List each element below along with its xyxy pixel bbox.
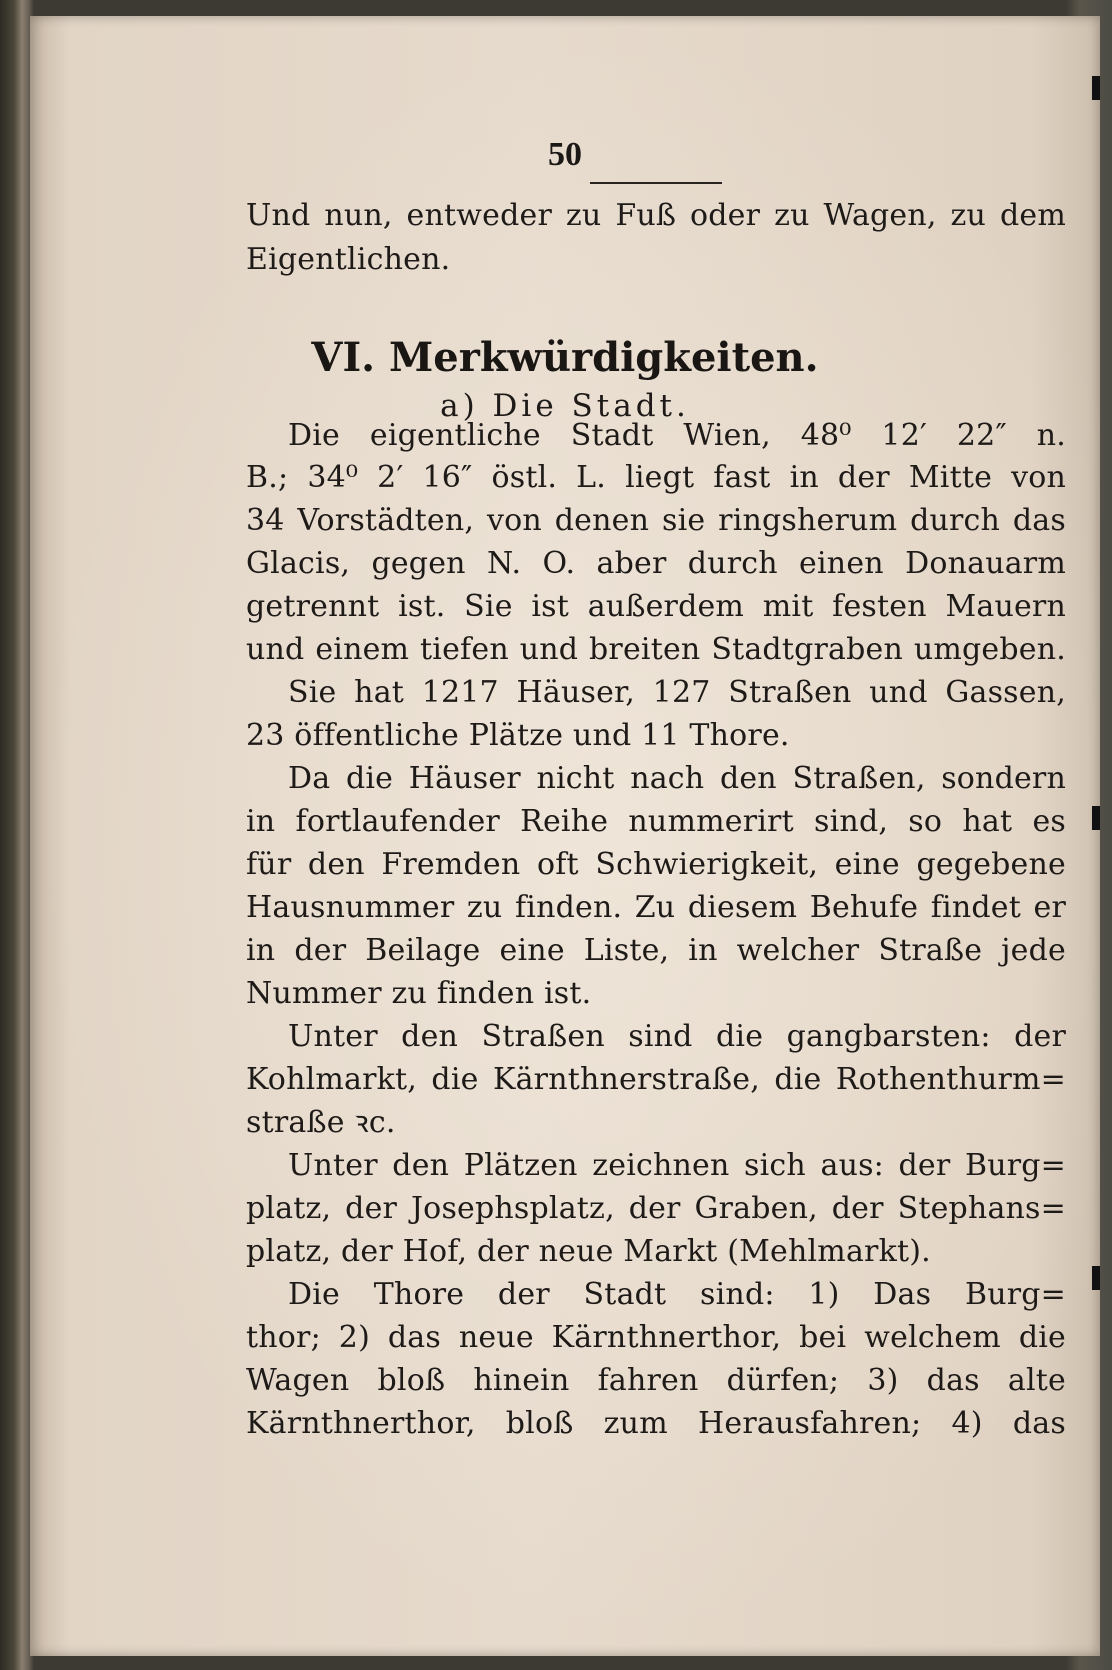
text-line: Kohlmarkt, die Kärnthnerstraße, die Rothenthurm= (246, 1062, 1066, 1097)
book-page (30, 16, 1100, 1656)
binding-mark (1092, 1266, 1100, 1290)
text-line: 34 Vorstädten, von denen sie ringsherum durch das (246, 503, 1066, 538)
binding-mark (1092, 76, 1100, 100)
text-line: 23 öffentliche Plätze und 11 Thore. (246, 718, 790, 753)
text-line: Eigentlichen. (246, 242, 451, 277)
text-line: Wagen bloß hinein fahren dürfen; 3) das alte (246, 1363, 1066, 1398)
text-line: thor; 2) das neue Kärnthnerthor, bei welchem die (246, 1320, 1066, 1355)
text-line: Und nun, entweder zu Fuß oder zu Wagen, zu dem (246, 198, 1066, 233)
text-line: und einem tiefen und breiten Stadtgraben umgeben. (246, 632, 1066, 667)
text-line: Sie hat 1217 Häuser, 127 Straßen und Gassen, (288, 675, 1066, 710)
text-line: Kärnthnerthor, bloß zum Herausfahren; 4) das (246, 1406, 1066, 1441)
text-line: B.; 34⁰ 2′ 16″ östl. L. liegt fast in der Mitte von (246, 460, 1066, 495)
binding-mark (1092, 806, 1100, 830)
page-number: 50 (548, 136, 582, 173)
text-line: Nummer zu finden ist. (246, 976, 592, 1011)
text-line: in fortlaufender Reihe nummerirt sind, so hat es (246, 804, 1066, 839)
text-line: getrennt ist. Sie ist außerdem mit festen Mauern (246, 589, 1066, 624)
text-line: Hausnummer zu finden. Zu diesem Behufe findet er (246, 890, 1066, 925)
text-line: in der Beilage eine Liste, in welcher Straße jede (246, 933, 1066, 968)
text-line: Da die Häuser nicht nach den Straßen, sondern (288, 761, 1066, 796)
text-line: für den Fremden oft Schwierigkeit, eine gegebene (246, 847, 1066, 882)
text-line: Die Thore der Stadt sind: 1) Das Burg= (288, 1277, 1066, 1312)
subsection-heading: a) Die Stadt. (440, 388, 690, 424)
text-line: Die eigentliche Stadt Wien, 48⁰ 12′ 22″ n. (288, 418, 1066, 453)
text-line: platz, der Josephsplatz, der Graben, der Stephans= (246, 1191, 1066, 1226)
text-line: Glacis, gegen N. O. aber durch einen Donauarm (246, 546, 1066, 581)
text-line: straße ꝛc. (246, 1105, 396, 1140)
text-line: platz, der Hof, der neue Markt (Mehlmarkt). (246, 1234, 931, 1269)
text-line: Unter den Straßen sind die gangbarsten: der (288, 1019, 1066, 1054)
page-number-rule (590, 182, 722, 184)
text-line: Unter den Plätzen zeichnen sich aus: der Burg= (288, 1148, 1066, 1183)
section-heading: VI. Merkwürdigkeiten. (311, 334, 819, 381)
